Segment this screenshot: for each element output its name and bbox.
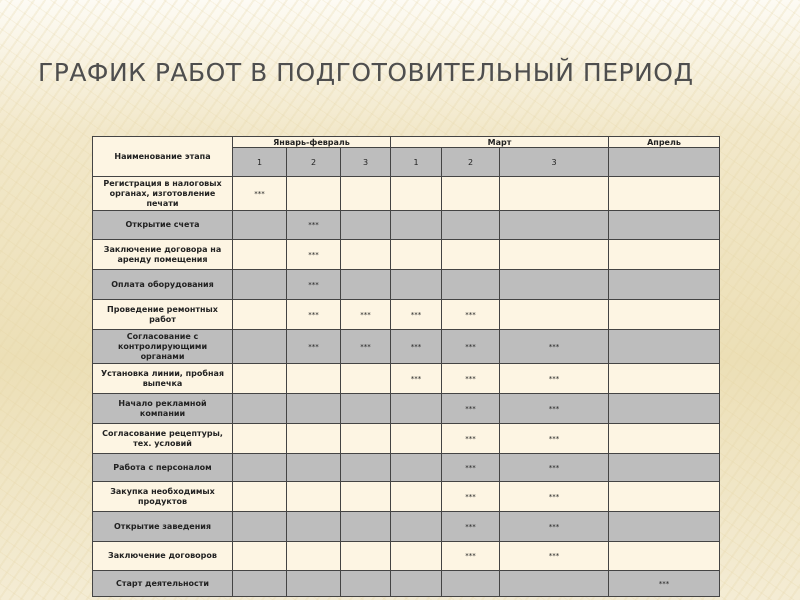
schedule-cell: [609, 240, 720, 270]
schedule-body: [93, 177, 720, 597]
stage-name: Согласование с контролирующими органами: [93, 330, 233, 364]
schedule-cell: [500, 177, 609, 211]
schedule-cell: [391, 394, 442, 424]
schedule-cell: [609, 482, 720, 512]
table-row: [93, 542, 720, 571]
slide-title: ГРАФИК РАБОТ В ПОДГОТОВИТЕЛЬНЫЙ ПЕРИОД: [38, 58, 694, 87]
schedule-cell: [609, 300, 720, 330]
schedule-cell: [609, 177, 720, 211]
schedule-cell: [287, 542, 341, 571]
schedule-cell: [233, 424, 287, 454]
schedule-cell: [609, 330, 720, 364]
schedule-cell: [341, 454, 391, 482]
stage-name: Старт деятельности: [93, 571, 233, 597]
schedule-cell: [341, 512, 391, 542]
table-row: [93, 454, 720, 482]
week-header: 2: [287, 148, 341, 177]
schedule-cell: [391, 571, 442, 597]
schedule-cell: [391, 542, 442, 571]
schedule-cell: [609, 270, 720, 300]
schedule-cell: ***: [233, 177, 287, 211]
schedule-cell: [500, 211, 609, 240]
schedule-cell: [341, 542, 391, 571]
schedule-cell: ***: [500, 454, 609, 482]
schedule-cell: ***: [500, 542, 609, 571]
schedule-cell: ***: [287, 330, 341, 364]
schedule-table: [92, 136, 720, 597]
schedule-cell: ***: [442, 300, 500, 330]
schedule-cell: [233, 300, 287, 330]
schedule-cell: [500, 240, 609, 270]
schedule-cell: [442, 211, 500, 240]
schedule-cell: [341, 240, 391, 270]
schedule-cell: ***: [500, 364, 609, 394]
schedule-cell: ***: [500, 512, 609, 542]
schedule-cell: [287, 394, 341, 424]
schedule-cell: [233, 542, 287, 571]
schedule-cell: [500, 571, 609, 597]
schedule-cell: ***: [442, 424, 500, 454]
schedule-cell: [233, 394, 287, 424]
schedule-cell: ***: [442, 364, 500, 394]
schedule-cell: [500, 270, 609, 300]
stage-name: Установка линии, пробная выпечка: [93, 364, 233, 394]
schedule-cell: [233, 270, 287, 300]
table-row: [93, 424, 720, 454]
schedule-cell: [233, 512, 287, 542]
month-header-jan-feb: Январь-февраль: [233, 137, 391, 148]
stage-name: Открытие заведения: [93, 512, 233, 542]
schedule-cell: [500, 300, 609, 330]
schedule-cell: [341, 424, 391, 454]
schedule-cell: [391, 177, 442, 211]
schedule-cell: ***: [442, 482, 500, 512]
schedule-cell: ***: [287, 240, 341, 270]
schedule-cell: [609, 364, 720, 394]
month-header-april: Апрель: [609, 137, 720, 148]
schedule-cell: [233, 240, 287, 270]
table-row: [93, 394, 720, 424]
schedule-cell: [233, 482, 287, 512]
stage-name: Заключение договоров: [93, 542, 233, 571]
table-row: [93, 330, 720, 364]
week-header: 2: [442, 148, 500, 177]
schedule-cell: [442, 270, 500, 300]
schedule-cell: [341, 177, 391, 211]
stage-name: Регистрация в налоговых органах, изготовление печати: [93, 177, 233, 211]
schedule-cell: [287, 364, 341, 394]
table-row: [93, 482, 720, 512]
schedule-cell: ***: [500, 330, 609, 364]
stage-name: Заключение договора на аренду помещения: [93, 240, 233, 270]
schedule-cell: [287, 424, 341, 454]
schedule-cell: [609, 542, 720, 571]
stage-name: Оплата оборудования: [93, 270, 233, 300]
table-row: [93, 211, 720, 240]
schedule-cell: [391, 240, 442, 270]
week-header: 1: [391, 148, 442, 177]
table-row: [93, 240, 720, 270]
month-header-march: Март: [391, 137, 609, 148]
schedule-cell: [391, 211, 442, 240]
week-header: 3: [341, 148, 391, 177]
schedule-cell: [287, 482, 341, 512]
table-row: [93, 300, 720, 330]
week-header: [609, 148, 720, 177]
schedule-cell: [442, 571, 500, 597]
schedule-cell: ***: [341, 300, 391, 330]
schedule-cell: [391, 424, 442, 454]
schedule-cell: [233, 330, 287, 364]
schedule-cell: ***: [287, 300, 341, 330]
schedule-cell: [233, 211, 287, 240]
schedule-cell: [609, 211, 720, 240]
schedule-cell: [341, 270, 391, 300]
schedule-cell: [391, 270, 442, 300]
schedule-cell: ***: [391, 364, 442, 394]
schedule-cell: ***: [442, 542, 500, 571]
schedule-cell: [609, 424, 720, 454]
schedule-cell: [609, 454, 720, 482]
schedule-cell: ***: [287, 270, 341, 300]
schedule-cell: [233, 571, 287, 597]
schedule-cell: [287, 454, 341, 482]
schedule-cell: ***: [500, 482, 609, 512]
schedule-cell: ***: [442, 330, 500, 364]
schedule-cell: [442, 177, 500, 211]
stage-name: Согласование рецептуры, тех. условий: [93, 424, 233, 454]
schedule-cell: [341, 211, 391, 240]
table-row: [93, 177, 720, 211]
schedule-cell: [341, 571, 391, 597]
stage-column-header: Наименование этапа: [93, 137, 233, 177]
schedule-cell: [287, 177, 341, 211]
schedule-cell: [341, 394, 391, 424]
schedule-cell: [341, 482, 391, 512]
month-header-row: [93, 137, 720, 148]
table-row: [93, 364, 720, 394]
schedule-cell: ***: [341, 330, 391, 364]
stage-name: Открытие счета: [93, 211, 233, 240]
schedule-cell: ***: [500, 424, 609, 454]
table-row: [93, 512, 720, 542]
schedule-cell: [287, 512, 341, 542]
stage-name: Закупка необходимых продуктов: [93, 482, 233, 512]
schedule-cell: ***: [391, 330, 442, 364]
schedule-cell: [233, 454, 287, 482]
schedule-cell: [287, 571, 341, 597]
schedule-cell: [609, 512, 720, 542]
week-header: 3: [500, 148, 609, 177]
schedule-cell: ***: [500, 394, 609, 424]
schedule-cell: [233, 364, 287, 394]
table-row: [93, 571, 720, 597]
schedule-cell: ***: [442, 454, 500, 482]
table-row: [93, 270, 720, 300]
schedule-cell: ***: [442, 512, 500, 542]
schedule-cell: [609, 394, 720, 424]
week-header: 1: [233, 148, 287, 177]
schedule-cell: [391, 512, 442, 542]
schedule-cell: [391, 454, 442, 482]
schedule-cell: [391, 482, 442, 512]
schedule-cell: ***: [391, 300, 442, 330]
stage-name: Проведение ремонтных работ: [93, 300, 233, 330]
schedule-cell: ***: [609, 571, 720, 597]
schedule-cell: [341, 364, 391, 394]
schedule-cell: ***: [287, 211, 341, 240]
schedule-cell: ***: [442, 394, 500, 424]
stage-name: Работа с персоналом: [93, 454, 233, 482]
schedule-cell: [442, 240, 500, 270]
stage-name: Начало рекламной компании: [93, 394, 233, 424]
